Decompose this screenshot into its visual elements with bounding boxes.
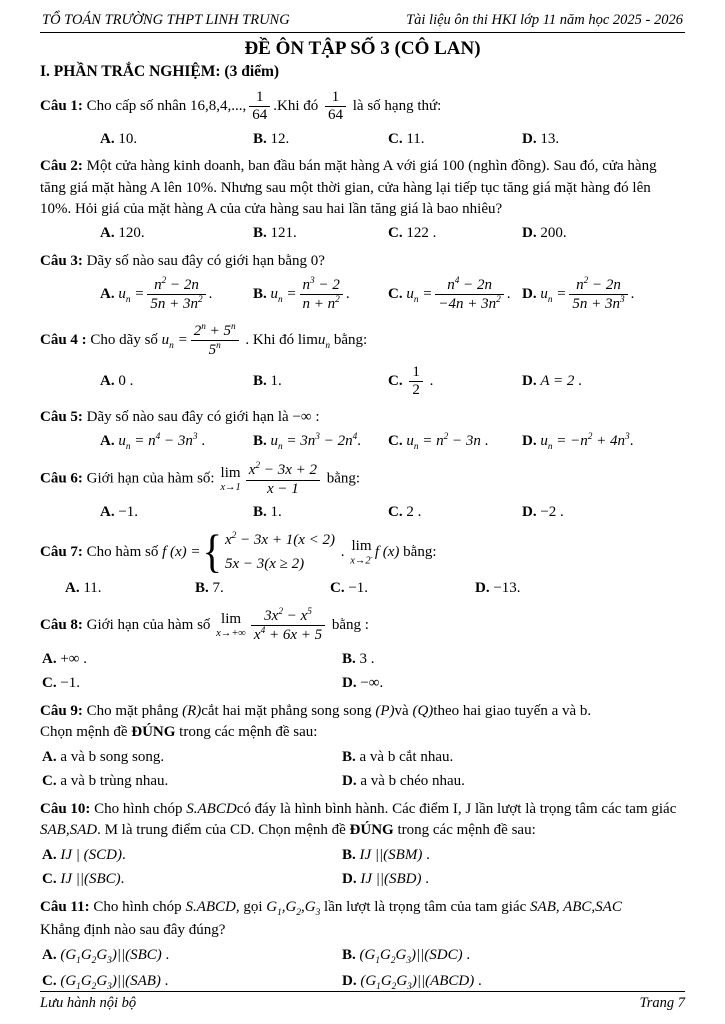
option-D [522, 502, 685, 524]
text-run: bằng : [328, 617, 369, 634]
text-run: theo hai giao tuyến a và b. [433, 703, 592, 720]
option-B [342, 747, 685, 769]
fraction [191, 322, 239, 360]
fraction-denominator: $n + n^2$ [302, 295, 340, 313]
text-run: 10. [118, 130, 138, 147]
text-run: là số hạng thứ: [349, 98, 442, 115]
math-expression: (P) [375, 703, 395, 720]
option-A [100, 502, 253, 524]
questions-list [40, 88, 685, 995]
header-school: TỔ TOÁN TRƯỜNG THPT LINH TRUNG [42, 12, 290, 28]
fraction-denominator: $x^4 + 6x + 5$ [253, 626, 323, 644]
fraction-denominator: $5n + 3n^3$ [572, 295, 625, 313]
option-C [388, 431, 522, 454]
fraction [246, 461, 320, 498]
option-A [42, 945, 342, 968]
section-heading: I. PHẦN TRẮC NGHIỆM: (3 điểm) [40, 63, 280, 80]
option-letter: C. [330, 580, 349, 597]
text-run: .Khi đó [273, 98, 322, 115]
text-run: . [474, 973, 482, 990]
answer-options [100, 275, 685, 315]
answer-options [42, 747, 685, 794]
option-letter: C. [388, 225, 407, 242]
option-B [342, 845, 685, 867]
bold-text-run: ĐÚNG [131, 724, 176, 741]
text-run: . [506, 286, 511, 303]
option-letter: A. [100, 503, 119, 520]
fraction [325, 89, 346, 125]
option-letter: A. [42, 748, 61, 765]
math-expression: $(G_1G_2G_3)||(ABCD)$ [360, 973, 475, 993]
option-letter: B. [342, 946, 360, 963]
fraction-denominator: 5$^n$ [208, 340, 221, 358]
option-letter: A. [65, 580, 84, 597]
option-letter: B. [253, 432, 271, 449]
text-run: bằng: [330, 331, 368, 348]
text-run: và [394, 703, 413, 720]
option-C [42, 771, 342, 793]
option-letter: D. [342, 973, 361, 990]
text-run: Dãy số nào sau đây có giới hạn là −∞ : [86, 408, 320, 425]
option-A [100, 129, 253, 151]
fraction [251, 607, 325, 645]
fraction [249, 89, 270, 125]
option-letter: B. [342, 650, 360, 667]
question-label: Câu 1: [40, 98, 87, 115]
text-run: 2 . [406, 503, 422, 520]
math-expression: $u_n = 3n^3 - 2n^4$ [270, 431, 358, 452]
question-body [40, 251, 685, 272]
fraction [147, 276, 205, 314]
math-expression: IJ ||(SBC) [60, 871, 121, 888]
text-run: . M là trung điểm của CD. Chọn mệnh đề [97, 822, 350, 839]
option-A [100, 275, 253, 315]
question-3 [40, 251, 685, 315]
option-letter: D. [522, 225, 541, 242]
text-run: Cho mặt phẳng [86, 703, 183, 720]
option-letter: B. [253, 503, 271, 520]
text-run: . [421, 871, 429, 888]
text-run: . [120, 871, 125, 888]
text-run: bằng: [399, 543, 437, 560]
text-run: Một cửa hàng kinh doanh, ban đầu bán mặt hàng A với giá 100 (nghìn đồng). Sau đó, cửa hàng tăng giá mặt hàng A lên 10%. Nhưng sau một thời gian, cửa hàng lại tiếp tục tăng giá mặt hàng đó lên 10%. Hỏi giá của mặt hàng A của cửa hàng sau hai lần tăng giá là bao nhiêu? [40, 158, 657, 217]
case-row: $x^2 - 3x + 1(x < 2)$ [224, 530, 335, 548]
math-expression: $G_1,G_2,G_3$ [266, 899, 321, 919]
text-run: Cho hàm số [86, 543, 163, 560]
limit-word: lim [221, 611, 242, 628]
question-body [40, 606, 685, 646]
option-B [342, 649, 685, 671]
option-letter: D. [342, 773, 361, 790]
option-B [253, 431, 388, 454]
text-run: 121. [270, 225, 297, 242]
piecewise-cases [202, 525, 335, 578]
text-run: . [574, 373, 582, 390]
text-run: Giới hạn của hàm số: [86, 471, 219, 488]
question-label: Câu 9: [40, 703, 87, 720]
answer-options [42, 945, 685, 995]
limit-notation [216, 612, 246, 639]
option-C [388, 223, 522, 245]
text-run: . [357, 432, 361, 449]
fraction [435, 276, 503, 314]
question-body [40, 799, 685, 842]
option-C [388, 502, 522, 524]
option-letter: A. [100, 432, 119, 449]
math-expression: $u_n$ = [270, 286, 297, 306]
option-A [100, 371, 253, 393]
option-letter: D. [522, 373, 541, 390]
fraction-numerator: $n^4 - 2n$ [435, 276, 503, 295]
text-run: 12. [270, 130, 290, 147]
text-run: 122 . [406, 225, 437, 242]
option-A [65, 578, 195, 600]
fraction-denominator: 64 [328, 107, 343, 124]
text-run: . Khi đó lim [241, 331, 318, 348]
text-run: Khẳng định nào sau đây đúng? [40, 922, 226, 939]
text-run: Dãy số nào sau đây có giới hạn bằng 0? [86, 252, 325, 269]
text-run: . [480, 432, 489, 449]
fraction-denominator: 64 [252, 107, 268, 124]
math-expression: $u_n$ = [540, 286, 567, 306]
option-C [330, 578, 475, 600]
text-run: . [462, 946, 471, 963]
text-run: Cho hình chóp [94, 801, 187, 818]
option-D [522, 371, 685, 393]
math-expression: 16,8,4,..., [190, 98, 247, 115]
option-letter: C. [388, 432, 407, 449]
text-run: Chọn mệnh đề [40, 724, 132, 741]
math-expression: IJ ||(SBM) [359, 846, 423, 863]
math-expression: $(G_1G_2G_3)||(SDC)$ [359, 946, 463, 966]
question-label: Câu 7: [40, 543, 87, 560]
option-D [522, 223, 685, 245]
option-letter: C. [388, 503, 407, 520]
exam-title: ĐỀ ÔN TẬP SỐ 3 (CÔ LAN) [244, 38, 481, 59]
option-B [253, 129, 388, 151]
text-run: . [629, 432, 634, 449]
question-label: Câu 10: [40, 801, 95, 818]
question-label: Câu 11: [40, 899, 94, 916]
text-run: Cho hình chóp [93, 899, 186, 916]
option-D [475, 578, 685, 600]
question-6 [40, 460, 685, 523]
text-run: 120. [118, 225, 145, 242]
fraction-numerator: $x^2 - 3x + 2$ [246, 461, 320, 480]
option-B [253, 275, 388, 315]
math-expression: A = 2 [540, 373, 575, 390]
fraction-denominator: $-4n + 3n^2$ [438, 295, 501, 313]
text-run: trong các mệnh đề sau: [175, 724, 318, 741]
question-label: Câu 4 : [40, 331, 91, 348]
question-label: Câu 6: [40, 471, 87, 488]
question-label: Câu 2: [40, 158, 87, 175]
footer-note: Lưu hành nội bộ [40, 995, 137, 1011]
text-run: cắt hai mặt phẳng song song [201, 703, 376, 720]
footer-page-number: Trang 7 [639, 995, 685, 1011]
math-expression: $u_n$ [317, 331, 331, 351]
question-4 [40, 321, 685, 401]
question-label: Câu 5: [40, 408, 87, 425]
math-expression: $(G_1G_2G_3)||(SBC)$ [60, 946, 162, 966]
option-letter: C. [42, 773, 61, 790]
fraction-numerator: 1 [249, 89, 270, 107]
option-letter: D. [522, 130, 541, 147]
text-run: −1. [348, 580, 369, 597]
option-letter: B. [195, 580, 213, 597]
question-body [40, 897, 685, 941]
option-A [100, 431, 253, 454]
text-run: 11. [406, 130, 425, 147]
fraction-denominator: $5n + 3n^2$ [150, 295, 203, 313]
header-rule [40, 32, 685, 33]
fraction [569, 276, 627, 314]
text-run: bằng: [322, 471, 361, 488]
option-A [42, 845, 342, 867]
text-run: có đáy là hình bình hành. Các điểm I, J lần lượt là trọng tâm các tam giác [236, 801, 677, 818]
question-body [40, 525, 685, 578]
limit-subscript: x→1 [220, 482, 241, 494]
fraction-numerator: $n^2 - 2n$ [147, 276, 205, 295]
answer-options [42, 845, 685, 892]
option-letter: B. [253, 225, 271, 242]
math-expression: $u_n$ = [406, 286, 433, 306]
option-letter: A. [100, 225, 119, 242]
text-run: lần lượt là trọng tâm của tam giác [320, 899, 531, 916]
option-letter: B. [253, 286, 271, 303]
option-letter: C. [42, 675, 61, 692]
text-run: . [422, 846, 430, 863]
option-letter: C. [388, 286, 407, 303]
fraction-denominator: 2 [412, 382, 420, 399]
fraction-numerator: $n^3 - 2$ [300, 276, 343, 295]
option-letter: A. [100, 373, 119, 390]
text-run: a và b cắt nhau. [359, 748, 454, 765]
option-C [388, 363, 522, 401]
answer-options [65, 578, 685, 600]
math-expression: SAB, ABC,SAC [530, 899, 622, 916]
option-letter: D. [522, 432, 541, 449]
option-C [42, 673, 342, 695]
text-run: a và b trùng nhau. [60, 773, 169, 790]
page-header [40, 10, 685, 32]
option-letter: A. [42, 946, 61, 963]
question-2 [40, 156, 685, 245]
question-body [40, 88, 685, 126]
limit-word: lim [351, 537, 372, 554]
text-run: . [161, 946, 170, 963]
text-run: . [425, 373, 434, 390]
text-run: 200. [540, 225, 567, 242]
fraction [300, 276, 343, 314]
text-run: −13. [493, 580, 521, 597]
option-D [522, 275, 685, 315]
fraction-numerator: $n^2 - 2n$ [569, 276, 627, 295]
limit-subscript: x→2- [350, 553, 373, 567]
math-expression: $(G_1G_2G_3)||(SAB)$ [60, 973, 161, 993]
math-expression: $u_n = n^2 - 3n$ [406, 431, 481, 452]
case-row: 5x − 3(x ≥ 2) [224, 556, 305, 572]
question-body [40, 460, 685, 499]
math-expression: $u_n$ = [161, 331, 188, 351]
question-11 [40, 897, 685, 994]
option-letter: A. [42, 846, 61, 863]
option-letter: C. [42, 973, 61, 990]
text-run: 0 . [118, 373, 134, 390]
option-D [342, 771, 685, 793]
bold-text-run: ĐÚNG [349, 822, 394, 839]
math-expression: SAB,SAD [40, 822, 98, 839]
text-run: Giới hạn của hàm số [86, 617, 215, 634]
answer-options [42, 649, 685, 696]
math-expression: S.ABCD [186, 801, 237, 818]
option-letter: B. [253, 130, 271, 147]
option-letter: B. [342, 846, 360, 863]
option-D [522, 129, 685, 151]
text-run: 11. [83, 580, 102, 597]
text-run: a và b song song. [60, 748, 165, 765]
option-letter: D. [342, 871, 361, 888]
option-letter: B. [342, 748, 360, 765]
text-run: a và b chéo nhau. [360, 773, 465, 790]
answer-options [100, 502, 685, 524]
math-expression: f (x) = [162, 543, 201, 560]
question-10 [40, 799, 685, 891]
text-run: 1. [270, 373, 282, 390]
fraction [409, 364, 423, 400]
option-letter: D. [342, 675, 361, 692]
option-C [388, 275, 522, 315]
option-B [253, 223, 388, 245]
text-run: −1. [60, 675, 81, 692]
option-letter: D. [522, 286, 541, 303]
question-label: Câu 8: [40, 617, 87, 634]
option-letter: D. [475, 580, 494, 597]
question-label: Câu 3: [40, 252, 87, 269]
question-body [40, 701, 685, 744]
text-run: . [208, 286, 213, 303]
limit-word: lim [220, 465, 241, 482]
fraction-numerator: $3x^2 - x^5$ [251, 607, 325, 626]
question-8 [40, 606, 685, 695]
option-A [100, 223, 253, 245]
question-1 [40, 88, 685, 150]
text-run: . [336, 543, 349, 560]
limit-notation [350, 539, 373, 566]
fraction-denominator: x − 1 [266, 480, 299, 497]
option-letter: B. [253, 373, 271, 390]
page-footer [40, 991, 685, 1012]
option-letter: A. [100, 286, 119, 303]
math-expression: (Q) [412, 703, 434, 720]
question-5 [40, 407, 685, 455]
text-run: +∞ . [60, 650, 87, 667]
fraction-numerator: $2^n + 5^n$ [191, 322, 239, 341]
option-B [253, 502, 388, 524]
text-run: . [121, 846, 126, 863]
option-B [253, 371, 388, 393]
text-run: . [345, 286, 350, 303]
option-letter: C. [388, 373, 407, 390]
text-run: −1. [118, 503, 139, 520]
option-letter: C. [42, 871, 61, 888]
math-expression: S.ABCD [185, 899, 236, 916]
option-A [42, 649, 342, 671]
text-run: trong các mệnh đề sau: [393, 822, 536, 839]
math-expression: f (x) [374, 543, 400, 560]
text-run: Cho cấp số nhân [86, 98, 190, 115]
text-run: . [197, 432, 206, 449]
text-run: Cho dãy số [90, 331, 162, 348]
option-C [42, 869, 342, 891]
math-expression: $u_n$ = [118, 286, 145, 306]
answer-options [100, 363, 685, 401]
option-D [342, 869, 685, 891]
option-D [342, 673, 685, 695]
fraction-numerator: 1 [325, 89, 346, 107]
text-run: 13. [540, 130, 560, 147]
math-expression: $u_n = n^4 - 3n^3$ [118, 431, 198, 452]
option-letter: A. [42, 650, 61, 667]
limit-notation [220, 466, 240, 493]
option-letter: A. [100, 130, 119, 147]
option-C [388, 129, 522, 151]
question-body [40, 156, 685, 220]
math-expression: IJ | (SCD) [60, 846, 122, 863]
text-run: 3 . [359, 650, 375, 667]
cases-rows [225, 530, 335, 576]
curly-brace: { [202, 525, 222, 578]
text-run: 7. [212, 580, 224, 597]
option-B [342, 945, 685, 968]
math-expression: (R) [182, 703, 202, 720]
answer-options [100, 223, 685, 245]
option-A [42, 747, 342, 769]
math-expression: IJ ||(SBD) [360, 871, 422, 888]
text-run: . [630, 286, 635, 303]
answer-options [100, 431, 685, 454]
limit-subscript: x→+∞ [216, 628, 246, 640]
question-body [40, 407, 685, 428]
option-D [522, 431, 685, 454]
answer-options [100, 129, 685, 151]
question-body [40, 321, 685, 361]
fraction-numerator: 1 [409, 364, 423, 382]
text-run: , gọi [235, 899, 267, 916]
question-7 [40, 525, 685, 600]
header-doc-info: Tài liệu ôn thi HKI lớp 11 năm học 2025 - 2026 [406, 12, 683, 28]
option-B [195, 578, 330, 600]
option-letter: C. [388, 130, 407, 147]
math-expression: $u_n = -n^2 + 4n^3$ [540, 431, 630, 452]
option-letter: D. [522, 503, 541, 520]
question-9 [40, 701, 685, 793]
text-run: 1. [270, 503, 282, 520]
text-run: −2 . [540, 503, 564, 520]
text-run: −∞. [360, 675, 384, 692]
text-run: . [160, 973, 169, 990]
